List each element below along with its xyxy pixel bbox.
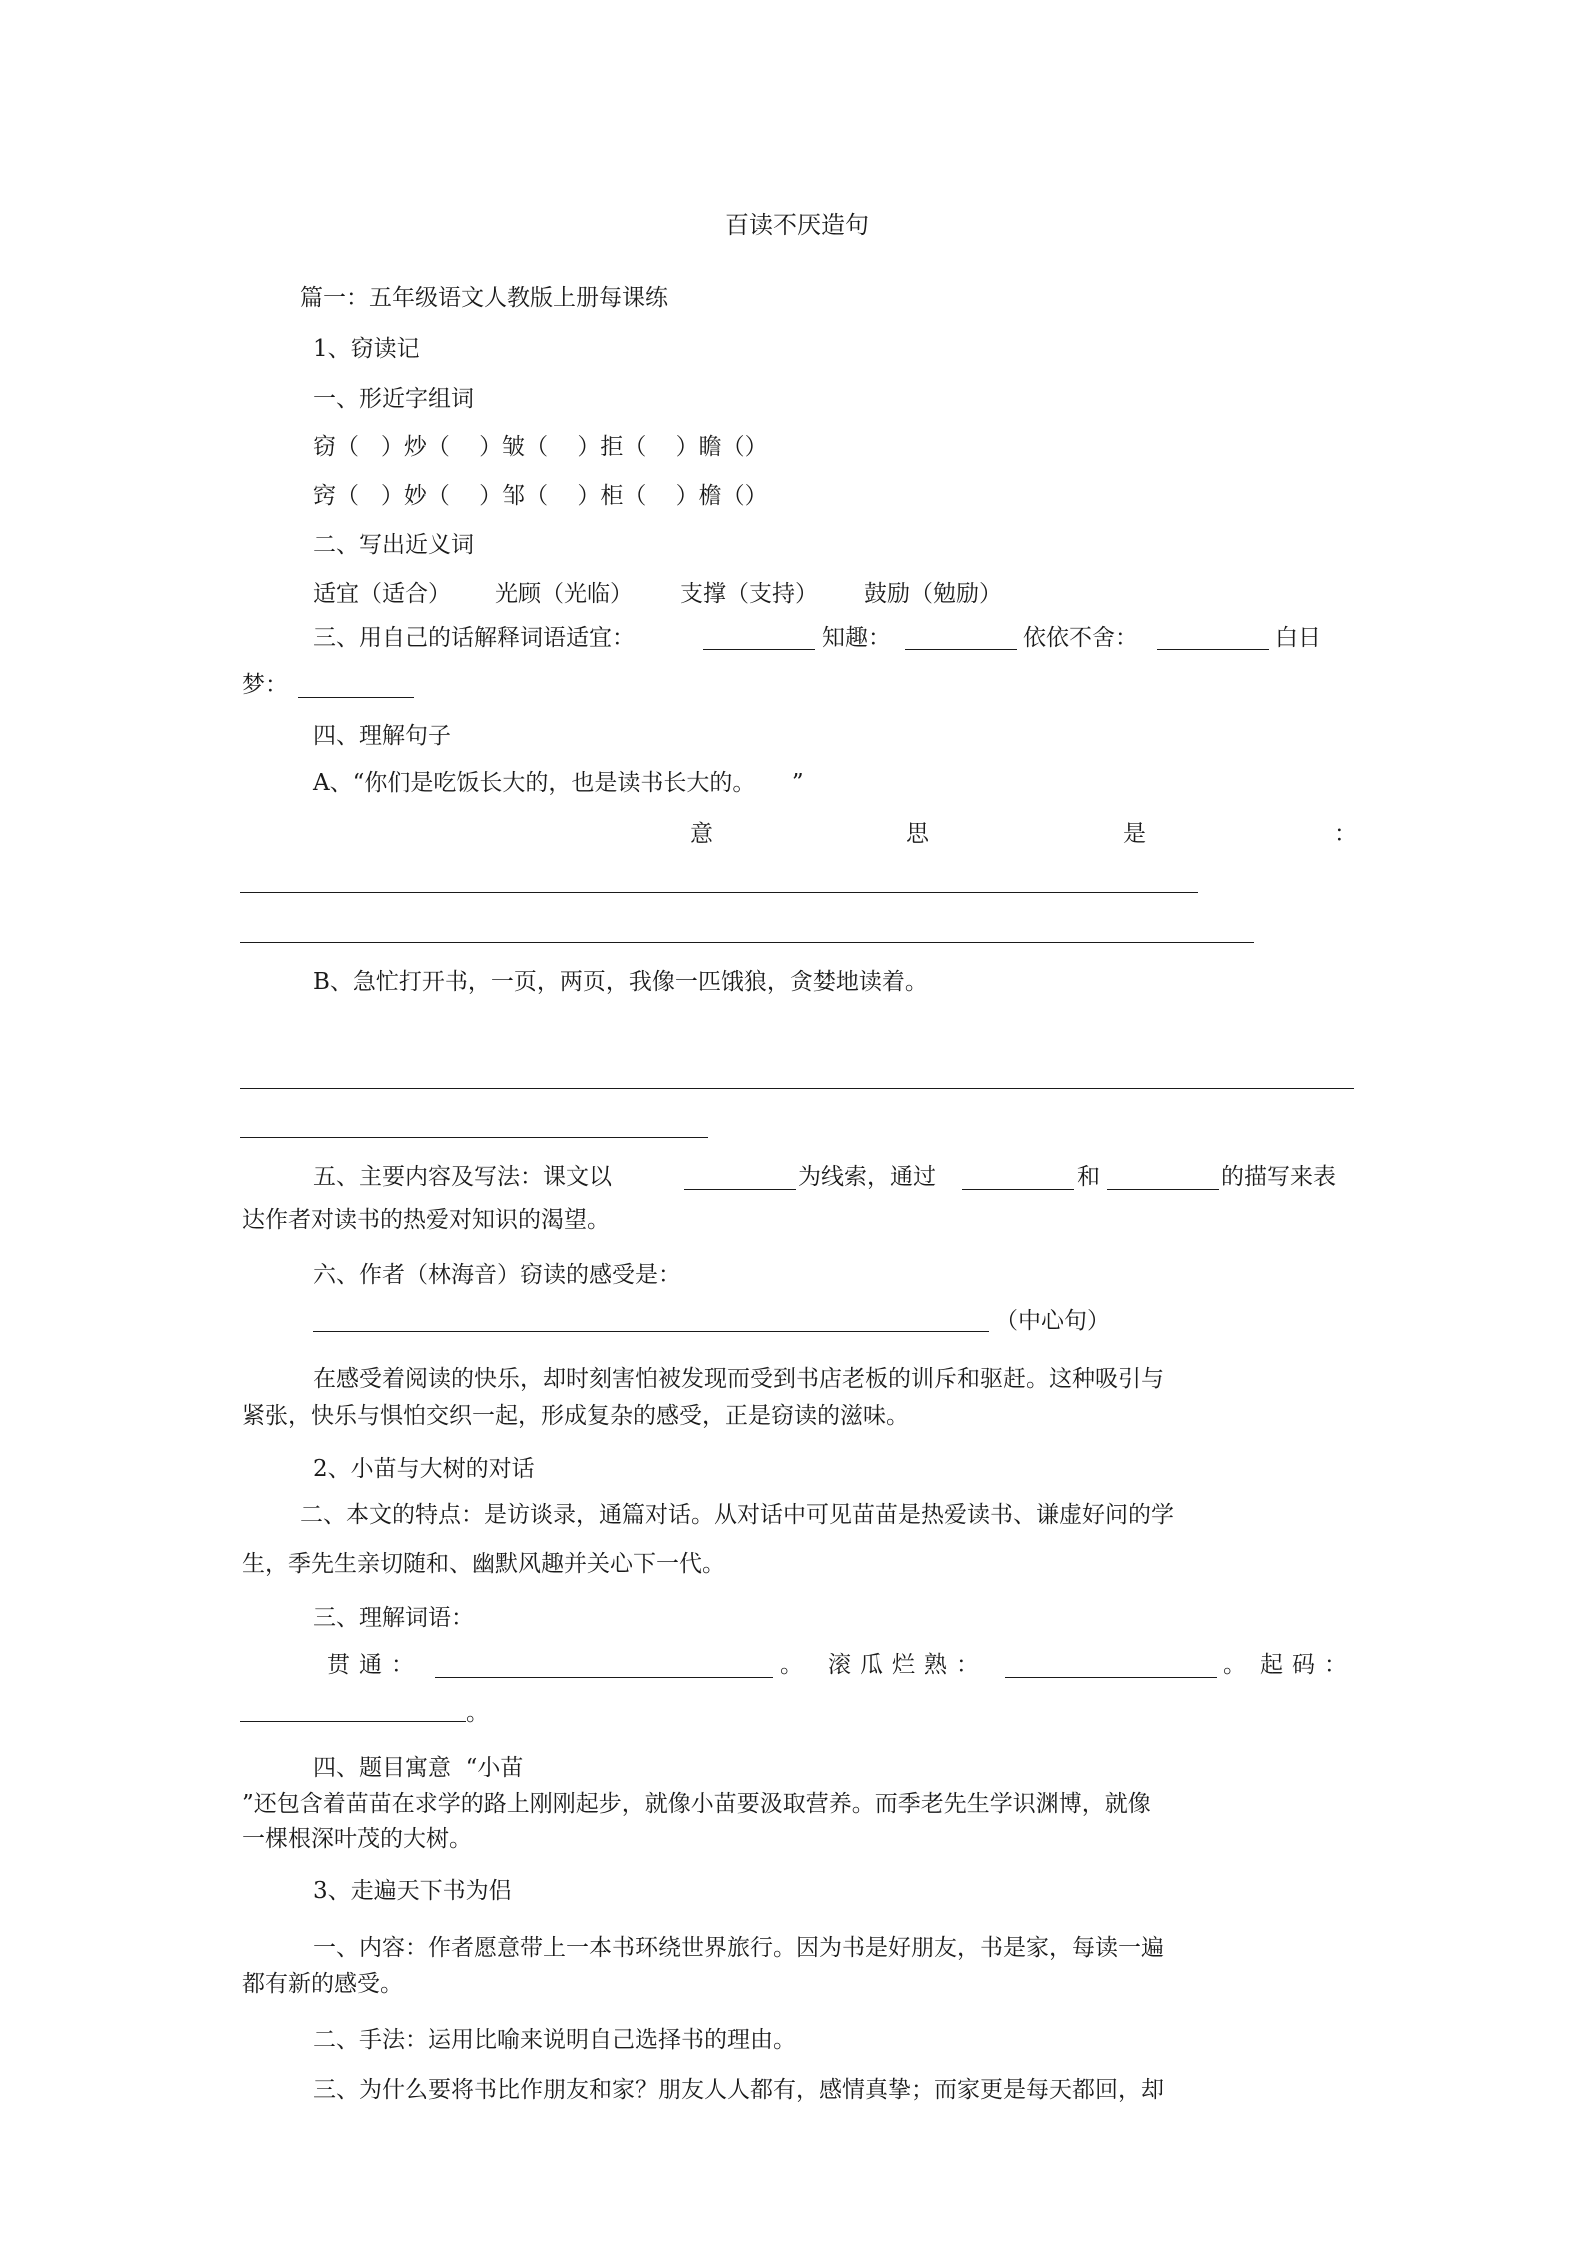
paragraph-line: 四、题目寓意 “小苗 (313, 1755, 524, 1781)
section-5-label-b: 为线索，通过 (798, 1164, 936, 1190)
paragraph-line: 三、为什么要将书比作朋友和家？朋友人人都有，感情真挚；而家更是每天都回，却 (313, 2077, 1164, 2103)
paragraph-line: ”还包含着苗苗在求学的路上刚刚起步，就像小苗要汲取营养。而季老先生学识渊博，就像 (242, 1791, 1151, 1817)
term-dot-1: 。 (780, 1652, 803, 1678)
section-3-label-d: 白日 (1275, 625, 1321, 651)
section-5-label-a: 五、主要内容及写法：课文以 (313, 1164, 612, 1190)
blank-line (703, 649, 815, 650)
blank-line (905, 649, 1017, 650)
term-label-1: 贯通： (327, 1652, 423, 1678)
question-b: B、急忙打开书，一页，两页，我像一匹饿狼，贪婪地读着。 (313, 969, 928, 995)
synonym-1: 适宜（适合） (313, 581, 451, 607)
section-4-heading: 四、理解句子 (313, 723, 451, 749)
paragraph-line: 一、内容：作者愿意带上一本书环绕世界旅行。因为书是好朋友，书是家，每读一遍 (313, 1935, 1164, 1961)
blank-line (962, 1189, 1074, 1190)
blank-line (684, 1189, 796, 1190)
section-1-heading: 一、形近字组词 (313, 386, 474, 412)
meaning-colon: ： (1334, 821, 1357, 847)
blank-line (435, 1677, 773, 1678)
answer-line (313, 1331, 989, 1332)
answer-line (240, 892, 1198, 893)
section-6-heading: 六、作者（林海音）窃读的感受是： (313, 1262, 681, 1288)
blank-line (1005, 1677, 1217, 1678)
section-3-label-e: 梦： (242, 672, 288, 698)
synonym-4: 鼓励（勉励） (864, 581, 1002, 607)
answer-line (240, 1137, 708, 1138)
meaning-char-1: 意 (690, 821, 713, 847)
blank-line (1157, 649, 1269, 650)
meaning-char-3: 是 (1123, 821, 1146, 847)
blank-line (240, 1721, 466, 1722)
section-3-label-c: 依依不舍： (1023, 625, 1138, 651)
section-5-label-c: 和 (1077, 1164, 1100, 1190)
section-3-label-b: 知趣： (822, 625, 891, 651)
paragraph-line: 二、手法：运用比喻来说明自己选择书的理由。 (313, 2027, 796, 2053)
piece-heading: 篇一：五年级语文人教版上册每课练 (300, 285, 668, 311)
question-a: A、“你们是吃饭长大的，也是读书长大的。 ” (313, 770, 804, 796)
paragraph-line: 一棵根深叶茂的大树。 (242, 1826, 472, 1852)
char-row-1: 窃（ ）炒（ ）皱（ ）拒（ ）瞻（） (313, 434, 768, 460)
meaning-char-2: 思 (906, 821, 929, 847)
page-title: 百读不厌造句 (725, 211, 869, 239)
answer-line (240, 1088, 1354, 1089)
section-2-heading: 二、写出近义词 (313, 532, 474, 558)
paragraph-line: 在感受着阅读的快乐，却时刻害怕被发现而受到书店老板的训斥和驱赶。这种吸引与 (313, 1366, 1164, 1392)
char-row-2: 窍（ ）妙（ ）邹（ ）柜（ ）檐（） (313, 483, 768, 509)
section-3-label-a: 三、用自己的话解释词语适宜： (313, 625, 635, 651)
lesson-3-title: 3、走遍天下书为侣 (313, 1878, 512, 1904)
paragraph-line: 生，季先生亲切随和、幽默风趣并关心下一代。 (242, 1551, 725, 1577)
blank-line (298, 697, 414, 698)
term-label-2: 滚瓜烂熟： (828, 1652, 988, 1678)
lesson-2-section-3-heading: 三、理解词语： (313, 1605, 474, 1631)
section-5-label-e: 达作者对读书的热爱对知识的渴望。 (242, 1207, 610, 1233)
term-dot-2: 。 (1223, 1652, 1246, 1678)
section-5-label-d: 的描写来表 (1221, 1164, 1336, 1190)
blank-line (1107, 1189, 1219, 1190)
lesson-1-title: 1、窃读记 (313, 336, 420, 362)
paragraph-line: 紧张，快乐与惧怕交织一起，形成复杂的感受，正是窃读的滋味。 (242, 1403, 909, 1429)
term-label-3: 起码： (1260, 1652, 1356, 1678)
lesson-2-title: 2、小苗与大树的对话 (313, 1456, 535, 1482)
answer-line (240, 942, 1254, 943)
paragraph-line: 都有新的感受。 (242, 1971, 403, 1997)
term-dot-3: 。 (466, 1700, 489, 1726)
central-sentence-note: （中心句） (995, 1308, 1110, 1334)
paragraph-line: 二、本文的特点：是访谈录，通篇对话。从对话中可见苗苗是热爱读书、谦虚好问的学 (300, 1502, 1174, 1528)
synonym-3: 支撑（支持） (680, 581, 818, 607)
synonym-2: 光顾（光临） (495, 581, 633, 607)
